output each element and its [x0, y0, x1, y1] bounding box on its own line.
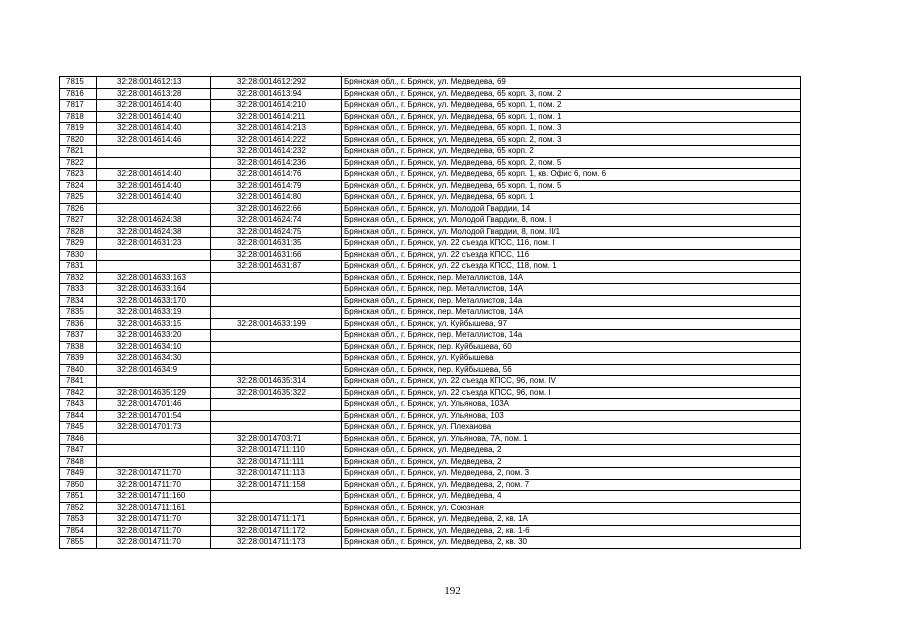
- row-number-cell: 7834: [60, 295, 97, 307]
- parcel-cadastral-number-cell: 32:28:0014701:54: [97, 410, 211, 422]
- row-number-cell: 7850: [60, 479, 97, 491]
- building-cadastral-number-cell: 32:28:0014614:236: [211, 157, 342, 169]
- building-cadastral-number-cell: 32:28:0014614:213: [211, 123, 342, 135]
- row-number-cell: 7854: [60, 525, 97, 537]
- building-cadastral-number-cell: 32:28:0014622:66: [211, 203, 342, 215]
- table-row: [60, 215, 801, 227]
- parcel-cadastral-number-cell: 32:28:0014631:23: [97, 238, 211, 250]
- table-row: [60, 341, 801, 353]
- address-cell: Брянская обл., г. Брянск, ул. 22 съезда КПСС, 96, пом. I: [342, 387, 801, 399]
- parcel-cadastral-number-cell: 32:28:0014711:160: [97, 491, 211, 503]
- row-number-cell: 7822: [60, 157, 97, 169]
- parcel-cadastral-number-cell: 32:28:0014635:129: [97, 387, 211, 399]
- building-cadastral-number-cell: 32:28:0014711:171: [211, 514, 342, 526]
- address-cell: Брянская обл., г. Брянск, ул. Медведева, 69: [342, 77, 801, 89]
- table-row: [60, 433, 801, 445]
- parcel-cadastral-number-cell: 32:28:0014711:70: [97, 514, 211, 526]
- parcel-cadastral-number-cell: [97, 456, 211, 468]
- row-number-cell: 7843: [60, 399, 97, 411]
- table-row: [60, 192, 801, 204]
- address-cell: Брянская обл., г. Брянск, ул. Медведева, 65 корп. 1, пом. 3: [342, 123, 801, 135]
- building-cadastral-number-cell: 32:28:0014703:71: [211, 433, 342, 445]
- building-cadastral-number-cell: 32:28:0014633:199: [211, 318, 342, 330]
- parcel-cadastral-number-cell: 32:28:0014711:161: [97, 502, 211, 514]
- building-cadastral-number-cell: [211, 491, 342, 503]
- row-number-cell: 7828: [60, 226, 97, 238]
- address-cell: Брянская обл., г. Брянск, ул. Молодой Гвардии, 14: [342, 203, 801, 215]
- row-number-cell: 7831: [60, 261, 97, 273]
- address-cell: Брянская обл., г. Брянск, ул. Медведева, 65 корп. 1, пом. 2: [342, 100, 801, 112]
- row-number-cell: 7816: [60, 88, 97, 100]
- address-cell: Брянская обл., г. Брянск, ул. Медведева, 65 корп. 2, пом. 5: [342, 157, 801, 169]
- parcel-cadastral-number-cell: 32:28:0014633:15: [97, 318, 211, 330]
- building-cadastral-number-cell: [211, 307, 342, 319]
- row-number-cell: 7847: [60, 445, 97, 457]
- address-cell: Брянская обл., г. Брянск, ул. Медведева, 2: [342, 445, 801, 457]
- parcel-cadastral-number-cell: 32:28:0014614:40: [97, 100, 211, 112]
- address-cell: Брянская обл., г. Брянск, пер. Металлистов, 14а: [342, 330, 801, 342]
- building-cadastral-number-cell: 32:28:0014635:322: [211, 387, 342, 399]
- table-row: [60, 249, 801, 261]
- address-cell: Брянская обл., г. Брянск, ул. Медведева, 2, кв. 1-6: [342, 525, 801, 537]
- building-cadastral-number-cell: 32:28:0014624:75: [211, 226, 342, 238]
- address-cell: Брянская обл., г. Брянск, ул. Медведева, 65 корп. 3, пом. 2: [342, 88, 801, 100]
- parcel-cadastral-number-cell: 32:28:0014614:40: [97, 169, 211, 181]
- parcel-cadastral-number-cell: 32:28:0014711:70: [97, 479, 211, 491]
- table-row: [60, 295, 801, 307]
- address-cell: Брянская обл., г. Брянск, ул. Медведева, 65 корп. 1, кв. Офис 6, пом. 6: [342, 169, 801, 181]
- registry-table-body: [60, 77, 801, 549]
- parcel-cadastral-number-cell: 32:28:0014614:40: [97, 180, 211, 192]
- building-cadastral-number-cell: 32:28:0014624:74: [211, 215, 342, 227]
- table-row: [60, 537, 801, 549]
- address-cell: Брянская обл., г. Брянск, пер. Металлистов, 14А: [342, 272, 801, 284]
- address-cell: Брянская обл., г. Брянск, ул. Куйбышева: [342, 353, 801, 365]
- table-row: [60, 307, 801, 319]
- address-cell: Брянская обл., г. Брянск, пер. Металлистов, 14А: [342, 307, 801, 319]
- building-cadastral-number-cell: [211, 272, 342, 284]
- building-cadastral-number-cell: [211, 502, 342, 514]
- table-row: [60, 284, 801, 296]
- table-row: [60, 353, 801, 365]
- parcel-cadastral-number-cell: 32:28:0014633:20: [97, 330, 211, 342]
- parcel-cadastral-number-cell: 32:28:0014614:46: [97, 134, 211, 146]
- table-row: [60, 387, 801, 399]
- row-number-cell: 7837: [60, 330, 97, 342]
- row-number-cell: 7846: [60, 433, 97, 445]
- parcel-cadastral-number-cell: 32:28:0014624:38: [97, 215, 211, 227]
- address-cell: Брянская обл., г. Брянск, ул. 22 съезда КПСС, 116, пом. I: [342, 238, 801, 250]
- parcel-cadastral-number-cell: [97, 445, 211, 457]
- parcel-cadastral-number-cell: [97, 433, 211, 445]
- table-row: [60, 525, 801, 537]
- table-row: [60, 88, 801, 100]
- building-cadastral-number-cell: 32:28:0014711:172: [211, 525, 342, 537]
- address-cell: Брянская обл., г. Брянск, ул. Медведева, 65 корп. 2: [342, 146, 801, 158]
- row-number-cell: 7826: [60, 203, 97, 215]
- parcel-cadastral-number-cell: [97, 203, 211, 215]
- table-row: [60, 123, 801, 135]
- row-number-cell: 7853: [60, 514, 97, 526]
- table-row: [60, 77, 801, 89]
- building-cadastral-number-cell: 32:28:0014614:211: [211, 111, 342, 123]
- address-cell: Брянская обл., г. Брянск, ул. Ульянова, 103: [342, 410, 801, 422]
- row-number-cell: 7823: [60, 169, 97, 181]
- parcel-cadastral-number-cell: 32:28:0014633:163: [97, 272, 211, 284]
- table-row: [60, 364, 801, 376]
- building-cadastral-number-cell: 32:28:0014614:80: [211, 192, 342, 204]
- table-row: [60, 456, 801, 468]
- address-cell: Брянская обл., г. Брянск, пер. Металлистов, 14А: [342, 284, 801, 296]
- parcel-cadastral-number-cell: 32:28:0014711:70: [97, 468, 211, 480]
- building-cadastral-number-cell: [211, 341, 342, 353]
- row-number-cell: 7829: [60, 238, 97, 250]
- parcel-cadastral-number-cell: 32:28:0014701:46: [97, 399, 211, 411]
- parcel-cadastral-number-cell: 32:28:0014634:30: [97, 353, 211, 365]
- building-cadastral-number-cell: 32:28:0014614:76: [211, 169, 342, 181]
- building-cadastral-number-cell: 32:28:0014631:87: [211, 261, 342, 273]
- building-cadastral-number-cell: 32:28:0014631:66: [211, 249, 342, 261]
- table-row: [60, 169, 801, 181]
- row-number-cell: 7840: [60, 364, 97, 376]
- address-cell: Брянская обл., г. Брянск, ул. Медведева, 65 корп. 2, пом. 3: [342, 134, 801, 146]
- address-cell: Брянская обл., г. Брянск, пер. Куйбышева, 60: [342, 341, 801, 353]
- parcel-cadastral-number-cell: 32:28:0014612:13: [97, 77, 211, 89]
- parcel-cadastral-number-cell: 32:28:0014624:38: [97, 226, 211, 238]
- address-cell: Брянская обл., г. Брянск, ул. Медведева, 2, кв. 1А: [342, 514, 801, 526]
- row-number-cell: 7836: [60, 318, 97, 330]
- building-cadastral-number-cell: [211, 399, 342, 411]
- row-number-cell: 7815: [60, 77, 97, 89]
- building-cadastral-number-cell: [211, 410, 342, 422]
- page-number: 192: [444, 585, 461, 597]
- row-number-cell: 7825: [60, 192, 97, 204]
- row-number-cell: 7841: [60, 376, 97, 388]
- parcel-cadastral-number-cell: [97, 157, 211, 169]
- table-row: [60, 203, 801, 215]
- building-cadastral-number-cell: [211, 353, 342, 365]
- building-cadastral-number-cell: [211, 422, 342, 434]
- row-number-cell: 7842: [60, 387, 97, 399]
- table-row: [60, 180, 801, 192]
- parcel-cadastral-number-cell: 32:28:0014633:19: [97, 307, 211, 319]
- parcel-cadastral-number-cell: 32:28:0014614:40: [97, 111, 211, 123]
- row-number-cell: 7832: [60, 272, 97, 284]
- parcel-cadastral-number-cell: 32:28:0014711:70: [97, 537, 211, 549]
- table-row: [60, 479, 801, 491]
- building-cadastral-number-cell: [211, 330, 342, 342]
- address-cell: Брянская обл., г. Брянск, ул. Ульянова, 7А, пом. 1: [342, 433, 801, 445]
- building-cadastral-number-cell: 32:28:0014711:113: [211, 468, 342, 480]
- table-row: [60, 491, 801, 503]
- table-row: [60, 330, 801, 342]
- row-number-cell: 7818: [60, 111, 97, 123]
- building-cadastral-number-cell: [211, 295, 342, 307]
- parcel-cadastral-number-cell: 32:28:0014633:164: [97, 284, 211, 296]
- table-row: [60, 100, 801, 112]
- parcel-cadastral-number-cell: [97, 146, 211, 158]
- address-cell: Брянская обл., г. Брянск, ул. Ульянова, 103А: [342, 399, 801, 411]
- address-cell: Брянская обл., г. Брянск, ул. Молодой Гвардии, 8, пом. II/1: [342, 226, 801, 238]
- row-number-cell: 7835: [60, 307, 97, 319]
- row-number-cell: 7821: [60, 146, 97, 158]
- building-cadastral-number-cell: 32:28:0014614:79: [211, 180, 342, 192]
- table-row: [60, 146, 801, 158]
- registry-table: [59, 76, 801, 549]
- parcel-cadastral-number-cell: 32:28:0014701:73: [97, 422, 211, 434]
- table-row: [60, 261, 801, 273]
- table-row: [60, 238, 801, 250]
- building-cadastral-number-cell: 32:28:0014614:210: [211, 100, 342, 112]
- building-cadastral-number-cell: 32:28:0014635:314: [211, 376, 342, 388]
- address-cell: Брянская обл., г. Брянск, ул. Плеханова: [342, 422, 801, 434]
- row-number-cell: 7845: [60, 422, 97, 434]
- building-cadastral-number-cell: 32:28:0014612:292: [211, 77, 342, 89]
- building-cadastral-number-cell: 32:28:0014631:35: [211, 238, 342, 250]
- table-row: [60, 376, 801, 388]
- building-cadastral-number-cell: 32:28:0014711:111: [211, 456, 342, 468]
- address-cell: Брянская обл., г. Брянск, пер. Куйбышева, 56: [342, 364, 801, 376]
- row-number-cell: 7817: [60, 100, 97, 112]
- table-row: [60, 111, 801, 123]
- address-cell: Брянская обл., г. Брянск, ул. Молодой Гвардии, 8, пом. I: [342, 215, 801, 227]
- table-row: [60, 226, 801, 238]
- parcel-cadastral-number-cell: [97, 249, 211, 261]
- table-row: [60, 272, 801, 284]
- row-number-cell: 7838: [60, 341, 97, 353]
- parcel-cadastral-number-cell: [97, 376, 211, 388]
- row-number-cell: 7844: [60, 410, 97, 422]
- building-cadastral-number-cell: 32:28:0014614:232: [211, 146, 342, 158]
- building-cadastral-number-cell: 32:28:0014711:110: [211, 445, 342, 457]
- building-cadastral-number-cell: [211, 364, 342, 376]
- address-cell: Брянская обл., г. Брянск, ул. Медведева, 4: [342, 491, 801, 503]
- row-number-cell: 7820: [60, 134, 97, 146]
- table-row: [60, 134, 801, 146]
- parcel-cadastral-number-cell: 32:28:0014614:40: [97, 123, 211, 135]
- row-number-cell: 7848: [60, 456, 97, 468]
- address-cell: Брянская обл., г. Брянск, ул. Медведева, 65 корп. 1: [342, 192, 801, 204]
- address-cell: Брянская обл., г. Брянск, ул. Медведева, 65 корп. 1, пом. 5: [342, 180, 801, 192]
- row-number-cell: 7827: [60, 215, 97, 227]
- parcel-cadastral-number-cell: [97, 261, 211, 273]
- address-cell: Брянская обл., г. Брянск, пер. Металлистов, 14а: [342, 295, 801, 307]
- parcel-cadastral-number-cell: 32:28:0014634:10: [97, 341, 211, 353]
- address-cell: Брянская обл., г. Брянск, ул. Медведева, 65 корп. 1, пом. 1: [342, 111, 801, 123]
- building-cadastral-number-cell: 32:28:0014711:158: [211, 479, 342, 491]
- row-number-cell: 7833: [60, 284, 97, 296]
- table-row: [60, 399, 801, 411]
- building-cadastral-number-cell: 32:28:0014711:173: [211, 537, 342, 549]
- row-number-cell: 7824: [60, 180, 97, 192]
- address-cell: Брянская обл., г. Брянск, ул. 22 съезда КПСС, 96, пом. IV: [342, 376, 801, 388]
- row-number-cell: 7849: [60, 468, 97, 480]
- parcel-cadastral-number-cell: 32:28:0014614:40: [97, 192, 211, 204]
- parcel-cadastral-number-cell: 32:28:0014613:28: [97, 88, 211, 100]
- table-row: [60, 502, 801, 514]
- parcel-cadastral-number-cell: 32:28:0014634:9: [97, 364, 211, 376]
- address-cell: Брянская обл., г. Брянск, ул. Медведева, 2, пом. 3: [342, 468, 801, 480]
- address-cell: Брянская обл., г. Брянск, ул. Куйбышева, 97: [342, 318, 801, 330]
- table-row: [60, 157, 801, 169]
- building-cadastral-number-cell: [211, 284, 342, 296]
- row-number-cell: 7830: [60, 249, 97, 261]
- row-number-cell: 7819: [60, 123, 97, 135]
- address-cell: Брянская обл., г. Брянск, ул. Союзная: [342, 502, 801, 514]
- table-row: [60, 422, 801, 434]
- parcel-cadastral-number-cell: 32:28:0014633:170: [97, 295, 211, 307]
- table-row: [60, 514, 801, 526]
- row-number-cell: 7855: [60, 537, 97, 549]
- address-cell: Брянская обл., г. Брянск, ул. 22 съезда КПСС, 116: [342, 249, 801, 261]
- row-number-cell: 7851: [60, 491, 97, 503]
- table-row: [60, 318, 801, 330]
- address-cell: Брянская обл., г. Брянск, ул. Медведева, 2, пом. 7: [342, 479, 801, 491]
- row-number-cell: 7852: [60, 502, 97, 514]
- address-cell: Брянская обл., г. Брянск, ул. Медведева, 2, кв. 30: [342, 537, 801, 549]
- address-cell: Брянская обл., г. Брянск, ул. Медведева, 2: [342, 456, 801, 468]
- building-cadastral-number-cell: 32:28:0014614:222: [211, 134, 342, 146]
- table-row: [60, 445, 801, 457]
- table-row: [60, 410, 801, 422]
- parcel-cadastral-number-cell: 32:28:0014711:70: [97, 525, 211, 537]
- table-row: [60, 468, 801, 480]
- row-number-cell: 7839: [60, 353, 97, 365]
- address-cell: Брянская обл., г. Брянск, ул. 22 съезда КПСС, 118, пом. 1: [342, 261, 801, 273]
- building-cadastral-number-cell: 32:28:0014613:94: [211, 88, 342, 100]
